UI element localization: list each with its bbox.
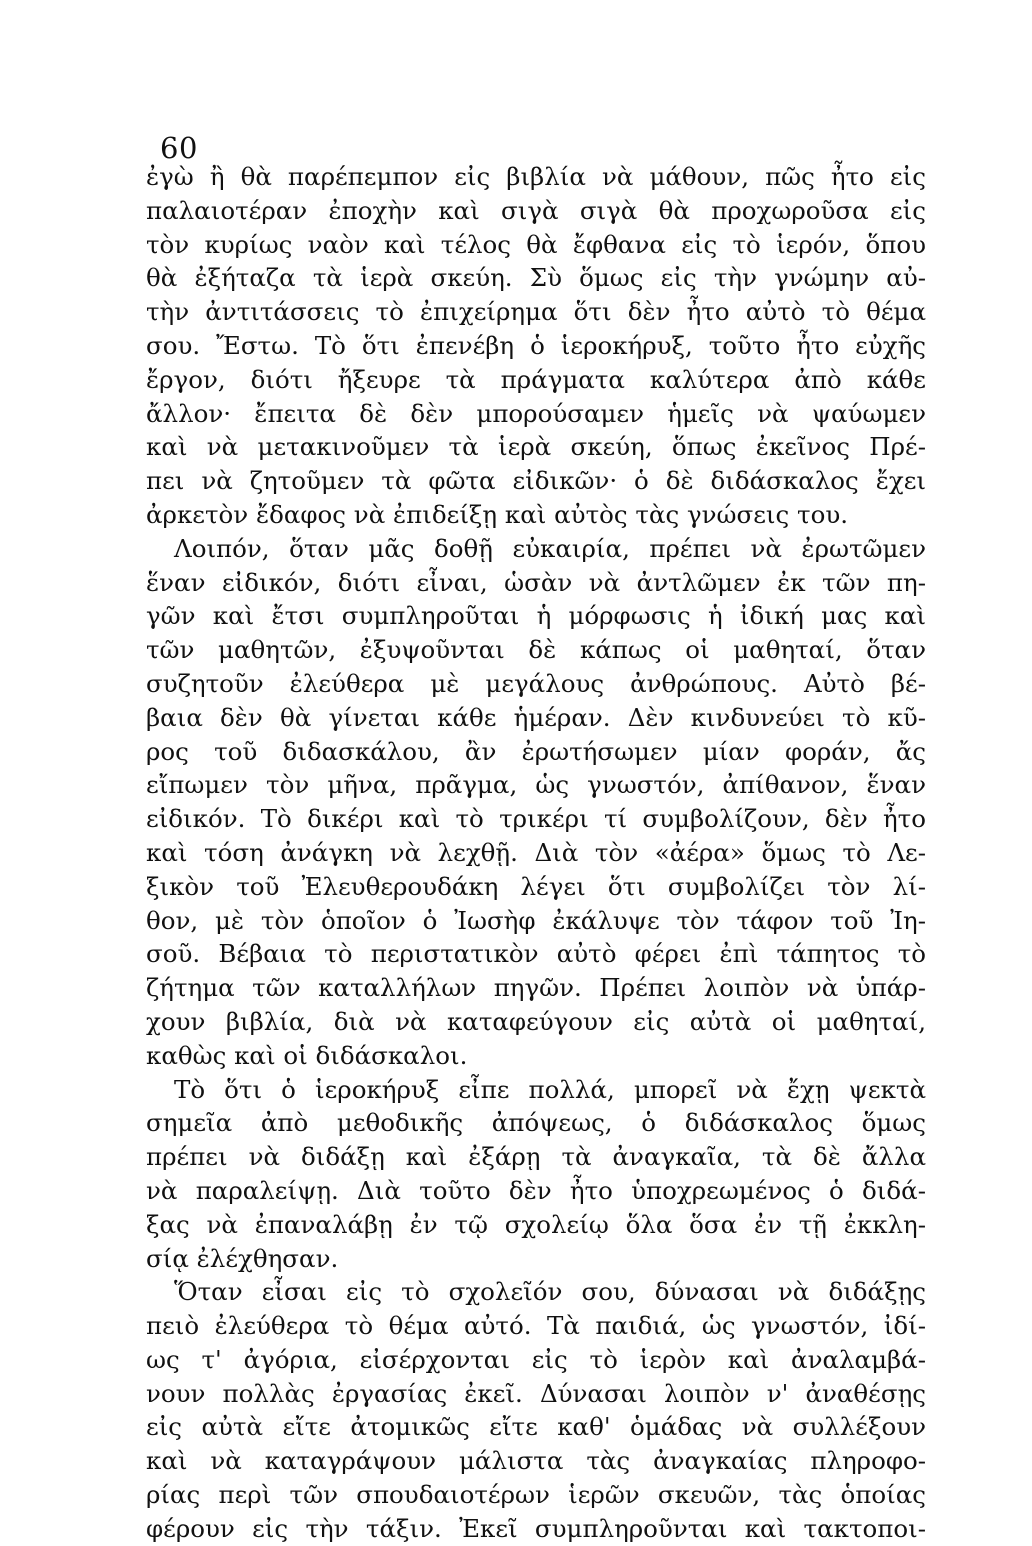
body-text xyxy=(146,160,926,1546)
text-line: θον, μὲ τὸν ὁποῖον ὁ Ἰωσὴφ ἐκάλυψε τὸν τάφον τοῦ Ἰη- xyxy=(146,905,926,935)
text-line: παλαιοτέραν ἐποχὴν καὶ σιγὰ σιγὰ θὰ προχωροῦσα εἰς xyxy=(146,195,926,225)
text-line: ρίας περὶ τῶν σπουδαιοτέρων ἱερῶν σκευῶν, τὰς ὁποίας xyxy=(146,1480,926,1510)
text-line: ἄλλον· ἔπειτα δὲ δὲν μπορούσαμεν ἡμεῖς νὰ ψαύωμεν xyxy=(146,398,926,428)
text-line: ρος τοῦ διδασκάλου, ἂν ἐρωτήσωμεν μίαν φοράν, ἄς xyxy=(146,736,926,766)
text-line: ξικὸν τοῦ Ἐλευθερουδάκη λέγει ὅτι συμβολίζει τὸν λί- xyxy=(146,871,926,901)
text-line: τῶν μαθητῶν, ἐξυψοῦνται δὲ κάπως οἱ μαθηταί, ὅταν xyxy=(146,635,926,665)
text-line: πρέπει νὰ διδάξῃ καὶ ἐξάρῃ τὰ ἀναγκαῖα, τὰ δὲ ἄλλα xyxy=(146,1142,926,1172)
text-line: τὸν κυρίως ναὸν καὶ τέλος θὰ ἔφθανα εἰς τὸ ἱερόν, ὅπου xyxy=(146,229,926,259)
text-line: νὰ παραλείψῃ. Διὰ τοῦτο δὲν ἦτο ὑποχρεωμένος ὁ διδά- xyxy=(146,1175,926,1205)
text-line: ἔργον, διότι ἤξευρε τὰ πράγματα καλύτερα ἀπὸ κάθε xyxy=(146,364,926,394)
text-line: ἕναν εἰδικόν, διότι εἶναι, ὡσὰν νὰ ἀντλῶμεν ἐκ τῶν πη- xyxy=(146,567,926,597)
text-line: εἰδικόν. Τὸ δικέρι καὶ τὸ τρικέρι τί συμβολίζουν, δὲν ἦτο xyxy=(146,804,926,834)
text-line: Ὅταν εἶσαι εἰς τὸ σχολεῖόν σου, δύνασαι νὰ διδάξῃς xyxy=(174,1277,926,1307)
text-line: καὶ νὰ μετακινοῦμεν τὰ ἱερὰ σκεύη, ὅπως ἐκεῖνος Πρέ- xyxy=(146,432,926,462)
text-line: ἐγὼ ἢ θὰ παρέπεμπον εἰς βιβλία νὰ μάθουν, πῶς ἦτο εἰς xyxy=(146,162,926,191)
text-line: ἀρκετὸν ἔδαφος νὰ ἐπιδείξῃ καὶ αὐτὸς τὰς γνώσεις του. xyxy=(146,499,849,529)
text-line: ξας νὰ ἐπαναλάβῃ ἐν τῷ σχολείῳ ὅλα ὅσα ἐν τῇ ἐκκλη- xyxy=(146,1209,926,1239)
page-number: 60 xyxy=(160,131,198,165)
text-line: τὴν ἀντιτάσσεις τὸ ἐπιχείρημα ὅτι δὲν ἦτο αὐτὸ τὸ θέμα xyxy=(146,297,926,327)
text-line: γῶν καὶ ἔτσι συμπληροῦται ἡ μόρφωσις ἡ ἰδική μας καὶ xyxy=(146,601,926,631)
text-line: σου. Ἔστω. Τὸ ὅτι ἐπενέβη ὁ ἱεροκήρυξ, τοῦτο ἦτο εὐχῆς xyxy=(146,330,926,360)
text-line: πει νὰ ζητοῦμεν τὰ φῶτα εἰδικῶν· ὁ δὲ διδάσκαλος ἔχει xyxy=(146,466,926,496)
text-line: βαια δὲν θὰ γίνεται κάθε ἡμέραν. Δὲν κινδυνεύει τὸ κῦ- xyxy=(146,702,926,732)
text-line: καθὼς καὶ οἱ διδάσκαλοι. xyxy=(146,1040,468,1070)
text-line: Τὸ ὅτι ὁ ἱεροκήρυξ εἶπε πολλά, μπορεῖ νὰ ἔχῃ ψεκτὰ xyxy=(174,1074,926,1104)
text-line: θὰ ἐξήταζα τὰ ἱερὰ σκεύη. Σὺ ὅμως εἰς τὴν γνώμην αὐ- xyxy=(146,263,926,293)
text-line: ως τ' ἀγόρια, εἰσέρχονται εἰς τὸ ἱερὸν καὶ ἀναλαμβά- xyxy=(146,1344,926,1374)
text-line: πειὸ ἐλεύθερα τὸ θέμα αὐτό. Τὰ παιδιά, ὡς γνωστόν, ἰδί- xyxy=(146,1311,926,1341)
text-line: χουν βιβλία, διὰ νὰ καταφεύγουν εἰς αὐτὰ οἱ μαθηταί, xyxy=(146,1006,926,1036)
text-line: καὶ τόση ἀνάγκη νὰ λεχθῇ. Διὰ τὸν «ἀέρα» ὅμως τὸ Λε- xyxy=(146,837,926,867)
text-line: ζήτημα τῶν καταλλήλων πηγῶν. Πρέπει λοιπὸν νὰ ὑπάρ- xyxy=(146,973,926,1003)
text-line: εἴπωμεν τὸν μῆνα, πρᾶγμα, ὡς γνωστόν, ἀπίθανον, ἕναν xyxy=(146,770,926,800)
text-line: σίᾳ ἐλέχθησαν. xyxy=(146,1243,339,1273)
text-line: σημεῖα ἀπὸ μεθοδικῆς ἀπόψεως, ὁ διδάσκαλος ὅμως xyxy=(146,1108,926,1138)
text-line: Λοιπόν, ὅταν μᾶς δοθῇ εὐκαιρία, πρέπει νὰ ἐρωτῶμεν xyxy=(174,533,926,563)
text-line: συζητοῦν ἐλεύθερα μὲ μεγάλους ἀνθρώπους. Αὐτὸ βέ- xyxy=(146,668,926,698)
text-line: σοῦ. Βέβαια τὸ περιστατικὸν αὐτὸ φέρει ἐπὶ τάπητος τὸ xyxy=(146,939,926,969)
text-line: καὶ νὰ καταγράψουν μάλιστα τὰς ἀναγκαίας πληροφο- xyxy=(146,1446,926,1476)
text-line: εἰς αὐτὰ εἴτε ἀτομικῶς εἴτε καθ' ὁμάδας νὰ συλλέξουν xyxy=(146,1412,926,1442)
text-line: νουν πολλὰς ἐργασίας ἐκεῖ. Δύνασαι λοιπὸν ν' ἀναθέσῃς xyxy=(146,1378,926,1408)
text-line: φέρουν εἰς τὴν τάξιν. Ἐκεῖ συμπληροῦνται καὶ τακτοποι- xyxy=(146,1513,926,1543)
